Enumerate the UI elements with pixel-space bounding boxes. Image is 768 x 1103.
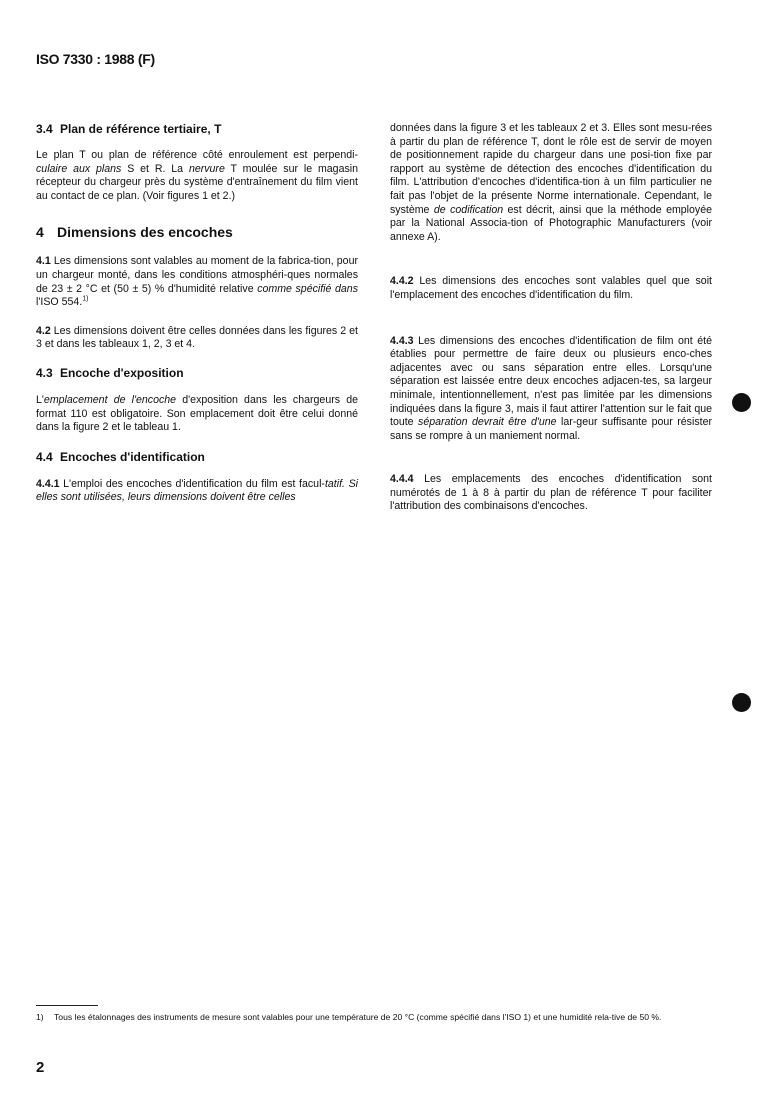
text-run-italic: nervure — [188, 162, 225, 175]
text-run-italic: séparation devrait être d'une — [418, 416, 557, 429]
clause-number: 4.4.4 — [390, 473, 414, 486]
section-title: Dimensions des encoches — [57, 224, 233, 241]
section-4-heading — [36, 223, 358, 241]
footnote — [36, 1011, 726, 1024]
text-run: L' — [36, 393, 44, 406]
text-run: Les emplacements des encoches d'identification sont numérotés de 1 à 8 à partir du plan de référence T pour faciliter l'attribution des combinaisons d'encoches. — [390, 473, 712, 513]
footnote-separator — [36, 1005, 98, 1006]
document-header: ISO 7330 : 1988 (F) — [36, 51, 155, 67]
section-number: 4 — [36, 224, 44, 241]
text-run: L'emploi des encoches d'identification du film est facul- — [59, 477, 325, 490]
clause-number: 4.4.2 — [390, 275, 414, 288]
text-run: lar-geur suffisante pour résister sans se rompre à un maniement normal. — [390, 416, 712, 442]
section-title: Encoches d'identification — [60, 449, 205, 464]
clause-number: 4.4.1 — [36, 477, 60, 490]
section-title: Encoche d'exposition — [60, 365, 184, 380]
clause-number: 4.1 — [36, 255, 51, 268]
text-run: S et R. La — [121, 162, 189, 175]
text-run: est décrit, ainsi que la méthode employée par la National Associa-tion of Photographic Manufacturers (voir annexe A). — [390, 203, 713, 243]
text-run-italic: culaire aux plans — [36, 162, 122, 175]
clause-number: 4.2 — [36, 324, 51, 337]
section-title: Plan de référence tertiaire, T — [60, 122, 222, 136]
text-run-italic: tatif. Si elles sont utilisées, leurs dimensions doivent être celles — [36, 477, 358, 504]
margin-dot-marker — [732, 693, 751, 712]
text-run: Les dimensions des encoches d'identification de film ont été établies pour permettre de faire deux ou plusieurs enco-ches adjacentes avec ou sans séparation entre elles. Lorsqu'une séparation est laissée entre deux encoches adjacen-tes, sa largeur minimale, intentionnellement, n'est pas limitée par les dimensions indiquées dans la figure 3, mais il faut attirer l'attention sur le fait que toute — [390, 334, 712, 429]
section-4-4-1-paragraph — [36, 478, 358, 505]
section-4-4-heading — [36, 450, 358, 465]
text-run: données dans la figure 3 et les tableaux 2 et 3. Elles sont mesu-rées à partir du plan de référence T, dont le rôle est de servir de moyen de positionnement rapide du chargeur dans une posi-tion fixe par rapport au système de détection des encoches d'identification du film. L'attribution d'encoches d'identifica-tion à un film particulier ne fait pas l'objet de la présente Norme internationale. Cependant, le système — [390, 122, 712, 216]
section-3-4-heading — [36, 122, 358, 137]
text-run: d'exposition dans les chargeurs de format 110 est obligatoire. Son emplacement doit être celui donné dans la figure 2 et le tableau 1. — [36, 393, 358, 434]
page-number: 2 — [36, 1059, 45, 1076]
text-run: T moulée sur le magasin récepteur du chargeur près du système d'entraînement du film vient au contact de ce plan. (Voir figures 1 et 2.) — [36, 162, 359, 202]
footnote-ref: 1) — [82, 295, 89, 303]
section-number: 4.3 — [36, 365, 53, 380]
footnote-text: Tous les étalonnages des instruments de mesure sont valables pour une température de 20 °C (comme spécifié dans l'ISO 1) et une humidité rela-tive de 50 %. — [54, 1012, 662, 1022]
text-run-italic: emplacement de l'encoche — [43, 393, 177, 406]
margin-dot-marker — [732, 393, 751, 412]
section-4-4-3-paragraph — [390, 335, 712, 444]
section-number: 4.4 — [36, 449, 53, 464]
section-4-2-paragraph — [36, 325, 358, 352]
left-column — [36, 122, 358, 505]
section-3-4-paragraph — [36, 149, 358, 203]
text-run: l'ISO 554. — [36, 296, 83, 309]
section-4-4-4-paragraph — [390, 473, 712, 514]
right-column — [390, 122, 712, 514]
section-4-3-paragraph — [36, 394, 358, 435]
text-run: Les dimensions doivent être celles données dans les figures 2 et 3 et dans les tableaux 1, 2, 3 et 4. — [36, 324, 358, 351]
section-4-1-paragraph — [36, 255, 358, 309]
text-run-italic: de codification — [433, 203, 504, 216]
section-4-3-heading — [36, 366, 358, 381]
text-run: Les dimensions sont valables au moment de la fabrica-tion, pour un chargeur monté, dans les conditions atmosphéri-ques normales de 23 ± 2 °C et (50 ± 5) % d'humidité relative — [36, 255, 358, 295]
text-run-italic: comme spécifié dans — [257, 282, 358, 295]
clause-number: 4.4.3 — [390, 334, 414, 347]
text-run: Les dimensions des encoches sont valables quel que soit l'emplacement des encoches d'identification du film. — [390, 275, 712, 301]
section-number: 3.4 — [36, 122, 53, 136]
section-4-4-1-continuation — [390, 122, 712, 244]
section-4-4-2-paragraph — [390, 275, 712, 302]
footnote-mark: 1) — [36, 1012, 44, 1022]
text-run: Le plan T ou plan de référence côté enroulement est perpendi- — [36, 149, 358, 161]
